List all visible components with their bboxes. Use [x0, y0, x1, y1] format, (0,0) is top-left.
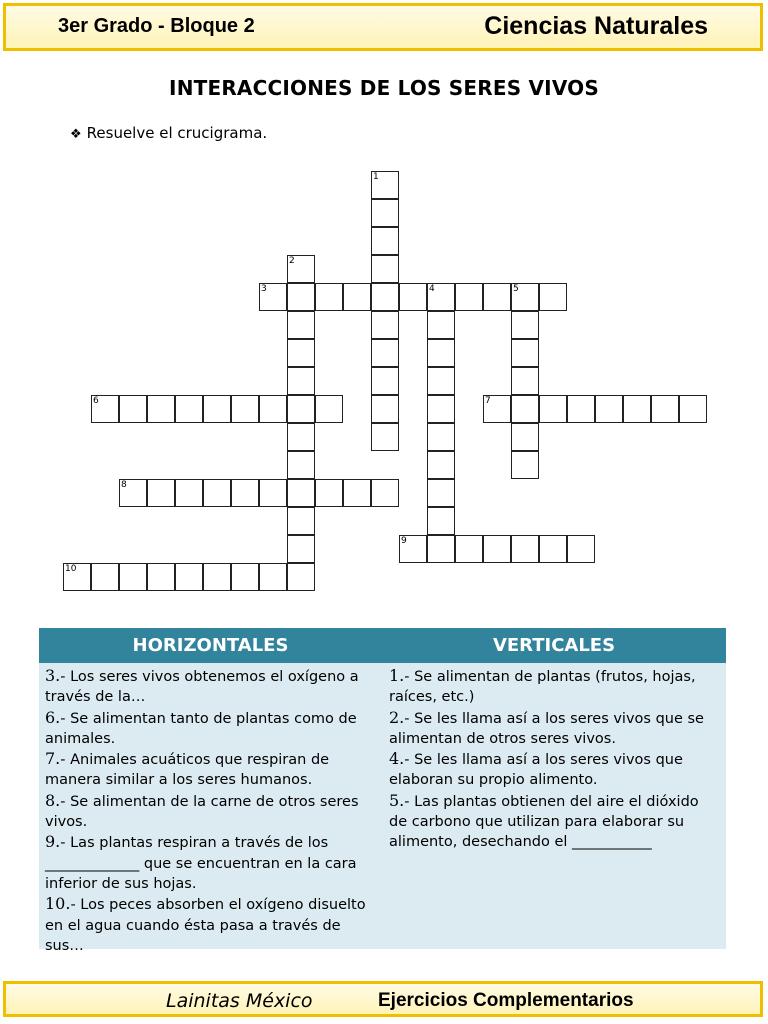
crossword-cell[interactable] — [287, 395, 315, 423]
diamond-bullet-icon: ❖ — [70, 127, 82, 142]
crossword-cell[interactable] — [651, 395, 679, 423]
crossword-cell[interactable] — [371, 479, 399, 507]
clue-number: 3. — [45, 666, 61, 685]
crossword-cell[interactable] — [315, 479, 343, 507]
clue-number: 6. — [45, 707, 61, 727]
crossword-cell[interactable] — [315, 283, 343, 311]
clue-text: - Se alimentan de la carne de otros seres vivos. — [45, 793, 359, 831]
vertical-clues-header: VERTICALES — [382, 628, 726, 663]
crossword-cell[interactable] — [679, 395, 707, 423]
crossword-cell[interactable] — [427, 479, 455, 507]
instruction-text: Resuelve el crucigrama. — [86, 124, 268, 142]
clue-number: 9. — [45, 832, 61, 852]
clue-number: 7 — [485, 396, 491, 406]
clue-text: - Las plantas respiran a través de los _____________ que se encuentran en la cara inferior de sus hojas. — [45, 835, 357, 892]
crossword-cell[interactable] — [231, 479, 259, 507]
clue-text: - Se les llama así a los seres vivos que elaboran su propio alimento. — [389, 752, 683, 789]
crossword-cell[interactable] — [427, 423, 455, 451]
crossword-cell[interactable] — [427, 395, 455, 423]
crossword-cell[interactable] — [287, 367, 315, 395]
crossword-cell[interactable] — [539, 535, 567, 563]
crossword-cell[interactable] — [371, 199, 399, 227]
clue-number: 5 — [513, 284, 519, 294]
clue-text: - Las plantas obtienen del aire el dióxido de carbono que utilizan para elaborar su alimento, desechando el ___________ — [389, 793, 699, 851]
crossword-cell[interactable] — [287, 255, 315, 283]
crossword-cell[interactable] — [455, 535, 483, 563]
clue-number: 5. — [389, 790, 405, 810]
crossword-cell[interactable] — [511, 339, 539, 367]
crossword-cell[interactable] — [287, 311, 315, 339]
crossword-cell[interactable] — [483, 535, 511, 563]
crossword-cell[interactable] — [231, 395, 259, 423]
crossword-cell[interactable] — [427, 339, 455, 367]
crossword-cell[interactable] — [231, 563, 259, 591]
crossword-cell[interactable] — [511, 283, 539, 311]
crossword-cell[interactable] — [427, 451, 455, 479]
crossword-cell[interactable] — [511, 423, 539, 451]
crossword-cell[interactable] — [483, 283, 511, 311]
crossword-cell[interactable] — [119, 395, 147, 423]
clue-item — [45, 791, 375, 833]
clue-item — [45, 749, 375, 791]
clue-text: - Animales acuáticos que respiran de manera similar a los seres humanos. — [45, 752, 330, 789]
crossword-cell[interactable] — [371, 283, 399, 311]
crossword-cell[interactable] — [287, 563, 315, 591]
crossword-cell[interactable] — [511, 451, 539, 479]
header-banner — [3, 3, 763, 51]
crossword-cell[interactable] — [623, 395, 651, 423]
crossword-cell[interactable] — [567, 395, 595, 423]
clue-number: 10 — [65, 564, 77, 574]
crossword-cell[interactable] — [175, 563, 203, 591]
clue-item — [389, 791, 719, 853]
vertical-clues-list — [389, 666, 719, 853]
crossword-cell[interactable] — [119, 479, 147, 507]
clue-number: 8 — [121, 480, 127, 490]
page-title: INTERACCIONES DE LOS SERES VIVOS — [169, 76, 599, 100]
horizontal-clues-list — [45, 666, 375, 956]
crossword-cell[interactable] — [399, 535, 427, 563]
crossword-cell[interactable] — [259, 563, 287, 591]
clue-text: - Se les llama así a los seres vivos que se alimentan de otros seres vivos. — [389, 710, 704, 747]
crossword-cell[interactable] — [371, 395, 399, 423]
clue-item — [389, 749, 719, 791]
crossword-cell[interactable] — [371, 171, 399, 199]
crossword-cell[interactable] — [371, 367, 399, 395]
crossword-cell[interactable] — [91, 395, 119, 423]
crossword-cell[interactable] — [175, 395, 203, 423]
horizontal-clues-header: HORIZONTALES — [39, 628, 382, 663]
crossword-cell[interactable] — [511, 367, 539, 395]
crossword-cell[interactable] — [287, 423, 315, 451]
crossword-cell[interactable] — [539, 283, 567, 311]
crossword-cell[interactable] — [343, 479, 371, 507]
crossword-cell[interactable] — [371, 339, 399, 367]
crossword-cell[interactable] — [91, 563, 119, 591]
grade-label: 3er Grado - Bloque 2 — [58, 15, 255, 37]
crossword-cell[interactable] — [343, 283, 371, 311]
crossword-cell[interactable] — [203, 563, 231, 591]
footer-banner — [3, 981, 763, 1017]
crossword-cell[interactable] — [63, 563, 91, 591]
clue-text: - Los seres vivos obtenemos el oxígeno a través de la… — [45, 669, 359, 706]
clue-item — [389, 666, 719, 708]
crossword-cell[interactable] — [455, 283, 483, 311]
crossword-cell[interactable] — [287, 479, 315, 507]
crossword-cell[interactable] — [119, 563, 147, 591]
crossword-cell[interactable] — [147, 563, 175, 591]
crossword-cell[interactable] — [203, 479, 231, 507]
clue-item — [389, 708, 719, 750]
crossword-cell[interactable] — [371, 311, 399, 339]
crossword-cell[interactable] — [483, 395, 511, 423]
series-label: Ejercicios Complementarios — [378, 990, 634, 1011]
crossword-cell[interactable] — [427, 283, 455, 311]
crossword-cell[interactable] — [203, 395, 231, 423]
clue-text: - Se alimentan tanto de plantas como de animales. — [45, 710, 357, 747]
clue-number: 1 — [373, 172, 379, 182]
clue-number: 9 — [401, 536, 407, 546]
clue-number: 7. — [45, 749, 61, 769]
crossword-cell[interactable] — [175, 479, 203, 507]
crossword-cell[interactable] — [427, 507, 455, 535]
crossword-cell[interactable] — [427, 367, 455, 395]
crossword-cell[interactable] — [147, 395, 175, 423]
clue-text: - Los peces absorben el oxígeno disuelto en el agua cuando ésta pasa a través de sus… — [45, 897, 366, 954]
crossword-cell[interactable] — [315, 395, 343, 423]
crossword-cell[interactable] — [427, 311, 455, 339]
clue-item — [45, 708, 375, 750]
crossword-cell[interactable] — [567, 535, 595, 563]
crossword-cell[interactable] — [259, 395, 287, 423]
crossword-cell[interactable] — [287, 535, 315, 563]
clue-number: 4 — [429, 284, 435, 294]
crossword-cell[interactable] — [147, 479, 175, 507]
crossword-cell[interactable] — [259, 283, 287, 311]
crossword-cell[interactable] — [511, 395, 539, 423]
clue-number: 1. — [389, 666, 405, 685]
crossword-cell[interactable] — [511, 535, 539, 563]
clue-number: 4. — [389, 749, 405, 769]
crossword-cell[interactable] — [287, 339, 315, 367]
crossword-cell[interactable] — [511, 311, 539, 339]
clue-number: 6 — [93, 396, 99, 406]
clue-text: - Se alimentan de plantas (frutos, hojas, raíces, etc.) — [389, 669, 696, 706]
crossword-cell[interactable] — [371, 423, 399, 451]
clue-item — [45, 894, 375, 956]
crossword-cell[interactable] — [427, 535, 455, 563]
crossword-cell[interactable] — [371, 227, 399, 255]
crossword-cell[interactable] — [287, 283, 315, 311]
crossword-cell[interactable] — [399, 283, 427, 311]
clue-number: 8. — [45, 790, 61, 810]
crossword-cell[interactable] — [595, 395, 623, 423]
clue-number: 2 — [289, 256, 295, 266]
crossword-cell[interactable] — [259, 479, 287, 507]
crossword-cell[interactable] — [287, 451, 315, 479]
crossword-cell[interactable] — [539, 395, 567, 423]
clue-number: 2. — [389, 707, 405, 727]
subject-label: Ciencias Naturales — [484, 12, 708, 40]
clue-item — [45, 832, 375, 894]
crossword-cell[interactable] — [287, 507, 315, 535]
author-label: Lainitas México — [166, 990, 313, 1012]
clue-number: 3 — [261, 284, 267, 294]
clue-item — [45, 666, 375, 708]
crossword-cell[interactable] — [371, 255, 399, 283]
clue-number: 10. — [45, 894, 71, 914]
instruction — [70, 124, 267, 142]
clues-panel — [39, 628, 726, 954]
